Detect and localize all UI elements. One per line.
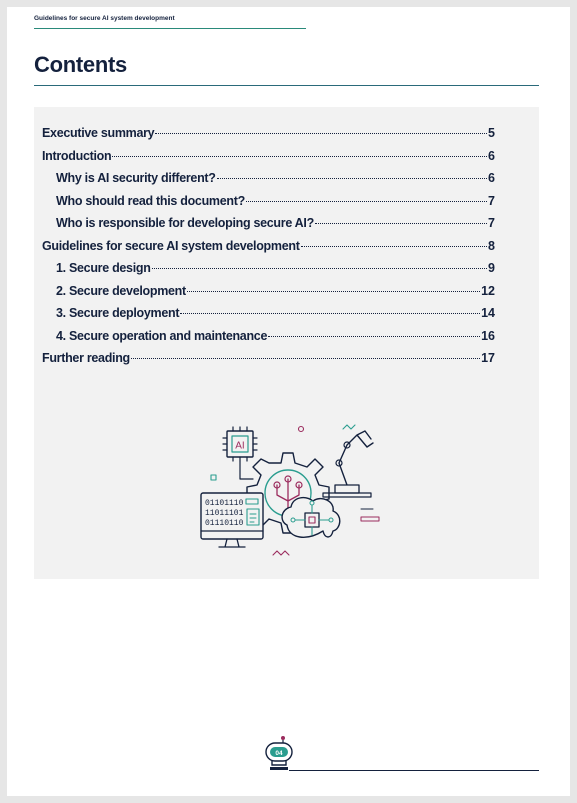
binary-line: 11011101 <box>205 509 244 518</box>
toc-entry[interactable] <box>42 306 495 329</box>
running-header: Guidelines for secure AI system development <box>34 15 175 22</box>
toc-entry-label: 3. Secure deployment <box>56 306 180 320</box>
toc-entry[interactable] <box>42 194 495 217</box>
page-title: Contents <box>34 52 127 77</box>
title-rule <box>34 85 539 86</box>
toc-leader <box>152 268 487 269</box>
toc-entry-label: 4. Secure operation and maintenance <box>56 328 268 343</box>
toc-entry[interactable] <box>42 351 495 374</box>
document-page <box>7 7 570 796</box>
toc-panel <box>34 107 539 579</box>
toc-entry-page: 5 <box>488 126 495 140</box>
toc-leader <box>112 156 487 157</box>
toc-entry-label: 2. Secure development <box>56 283 186 298</box>
toc-entry-label: 1. Secure design <box>56 261 151 275</box>
toc-entry[interactable] <box>42 171 495 194</box>
toc-leader <box>180 313 480 314</box>
toc-entry-page: 6 <box>488 148 495 163</box>
toc-entry-page: 7 <box>488 216 495 230</box>
toc-entry-label: Who is responsible for developing secure AI? <box>56 216 314 230</box>
toc-entry[interactable] <box>42 329 495 352</box>
chip-label: AI <box>235 440 245 452</box>
toc-entry-label: Executive summary <box>42 126 155 140</box>
toc-leader <box>131 358 480 359</box>
toc-leader <box>315 223 487 224</box>
toc-entry-page: 16 <box>481 328 495 343</box>
page-number: 04 <box>275 749 283 757</box>
toc-leader <box>246 201 487 202</box>
toc-entry[interactable] <box>42 149 495 172</box>
toc-entry-page: 9 <box>488 261 495 275</box>
binary-line: 01110110 <box>205 519 244 528</box>
toc-leader <box>155 133 487 134</box>
toc-entry-label: Why is AI security different? <box>56 171 216 185</box>
toc-entry-page: 6 <box>488 171 495 185</box>
toc-entry-label: Introduction <box>42 148 112 163</box>
toc-entry-page: 8 <box>488 238 495 253</box>
toc-leader <box>217 178 487 179</box>
toc-entry-label: Further reading <box>42 351 130 365</box>
toc-leader <box>301 246 487 247</box>
header-rule <box>34 28 306 29</box>
page-badge-icon <box>264 734 294 774</box>
toc-entry[interactable] <box>42 284 495 307</box>
security-illustration-icon <box>189 419 389 579</box>
toc-entry-label: Guidelines for secure AI system development <box>42 238 300 253</box>
toc-entry-label: Who should read this document? <box>56 193 245 208</box>
toc-entry-page: 17 <box>481 351 495 365</box>
toc-leader <box>187 291 480 292</box>
toc-entry[interactable] <box>42 261 495 284</box>
toc-entry-page: 7 <box>488 193 495 208</box>
footer-rule <box>289 770 539 771</box>
toc-entry[interactable] <box>42 216 495 239</box>
toc-list <box>42 126 495 374</box>
toc-entry[interactable] <box>42 126 495 149</box>
toc-entry-page: 12 <box>481 283 495 298</box>
toc-entry-page: 14 <box>481 306 495 320</box>
toc-entry[interactable] <box>42 239 495 262</box>
toc-leader <box>268 336 480 337</box>
binary-line: 01101110 <box>205 499 244 508</box>
